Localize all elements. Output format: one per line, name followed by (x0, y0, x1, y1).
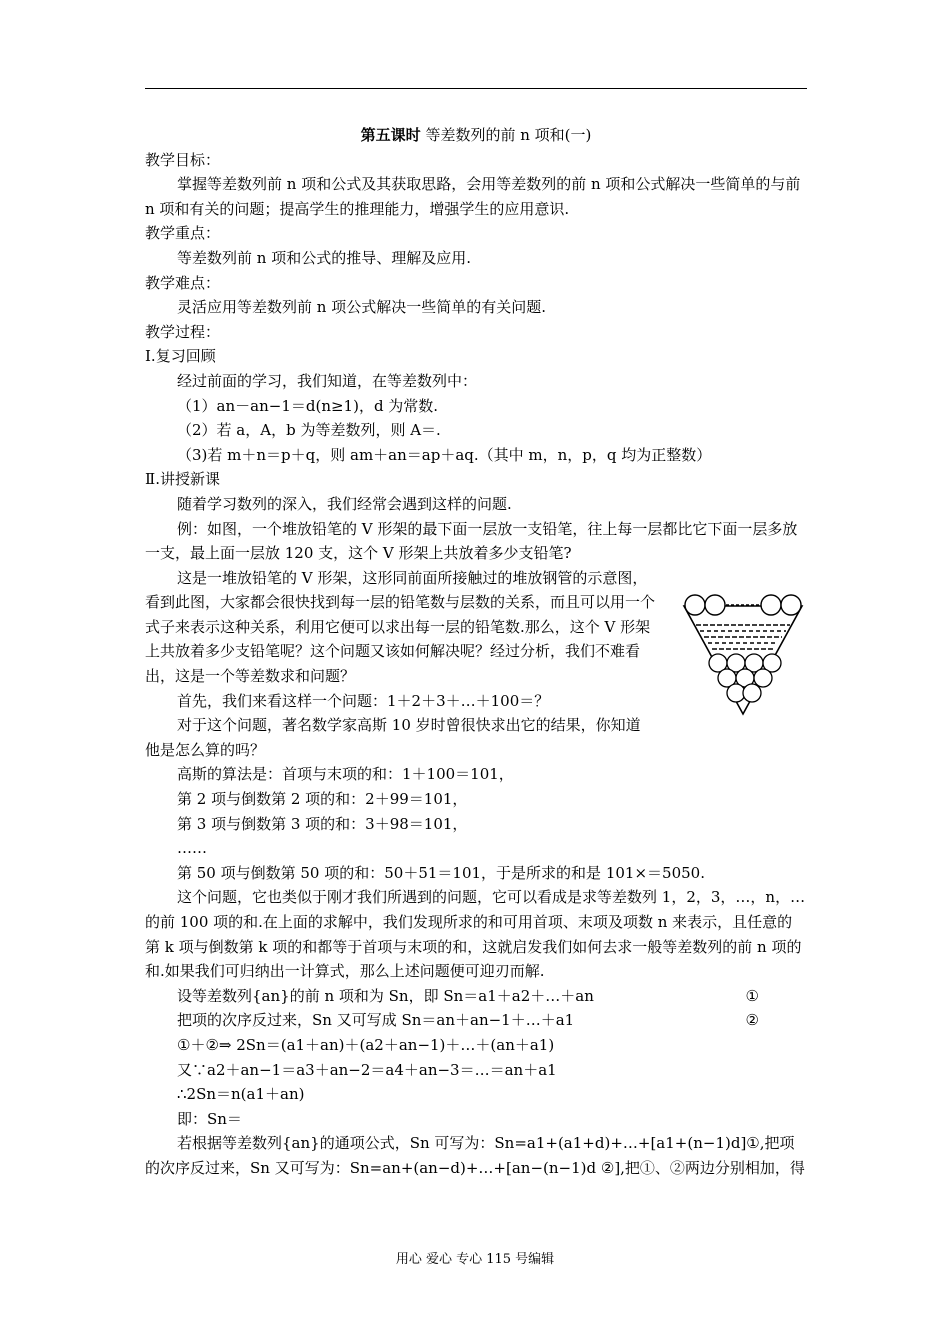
equation-result: 即：Sn＝ (177, 1109, 242, 1128)
equation-1-text: 设等差数列{an}的前 n 项和为 Sn，即 Sn＝a1＋a2＋…＋an (177, 986, 594, 1005)
alternative-derivation: 若根据等差数列{an}的通项公式，Sn 可写为：Sn=a1+(a1+d)+…+[a1+(n−1)d]①,把项的次序反过来，Sn 又可写为：Sn=an+(an−d)+…+[an−(n−1)d ②],把①、②两边分别相加，得 (145, 1134, 805, 1177)
example-problem: 例：如图，一个堆放铅笔的 V 形架的最下面一层放一支铅笔，往上每一层都比它下面一层多放一支，最上面一层放 120 支，这个 V 形架上共放着多少支铅笔? (145, 519, 798, 563)
equation-2-mark: ② (745, 1011, 759, 1030)
equation-2 (145, 1008, 807, 1033)
review-item-2: （2）若 a，A，b 为等差数列，则 A＝. (177, 421, 441, 440)
heading-goals: 教学目标： (145, 150, 221, 169)
gauss-question: 对于这个问题，著名数学家高斯 10 岁时曾很快求出它的结果，你知道他是怎么算的吗？ (145, 716, 641, 759)
lesson-title (145, 123, 807, 148)
section-new-lesson: Ⅱ.讲授新课 (145, 470, 220, 489)
review-item-1: （1）an－an−1＝d(n≥1)，d 为常数. (177, 396, 439, 415)
analysis-paragraph: 这个问题，它也类似于刚才我们所遇到的问题，它可以看成是求等差数列 1，2，3，…，n，…的前 100 项的和.在上面的求解中，我们发现所求的和可用首项、末项及项数 n 来表示，且任意的第 k 项与倒数第 k 项的和都等于首项与末项的和，这就启发我们如何去求一般等差数列的前 n 项的和.如果我们可归纳出一计算式，那么上述问题便可迎刃而解. (145, 888, 806, 981)
equation-because: 又∵a2＋an−1＝a3＋an−2＝a4＋an−3＝…＝an＋a1 (177, 1060, 557, 1079)
heading-key-points: 教学重点： (145, 224, 221, 243)
gauss-line-1: 高斯的算法是：首项与末项的和：1＋100＝101， (177, 765, 514, 784)
gauss-line-50: 第 50 项与倒数第 50 项的和：50＋51＝101，于是所求的和是 101×＝5050. (177, 863, 705, 882)
equation-2-text: 把项的次序反过来，Sn 又可写成 Sn＝an＋an−1＋…＋a1 (177, 1011, 575, 1030)
new-lesson-intro: 随着学习数列的深入，我们经常会遇到这样的问题. (177, 494, 512, 513)
heading-difficulty: 教学难点： (145, 273, 221, 292)
gauss-ellipsis: …… (177, 839, 207, 858)
section-review: Ⅰ.复习回顾 (145, 347, 216, 366)
heading-process: 教学过程： (145, 322, 221, 341)
page-footer: 用心 爱心 专心 115 号编辑 (395, 1252, 555, 1267)
difficulty-text: 灵活应用等差数列前 n 项公式解决一些简单的有关问题. (177, 298, 546, 317)
v-rack-figure (680, 592, 806, 718)
equation-1 (145, 984, 807, 1009)
equation-sum: ①＋②⇒ 2Sn＝(a1＋an)＋(a2＋an−1)＋…＋(an＋a1) (177, 1035, 555, 1054)
title-bold-part: 第五课时 (360, 126, 421, 144)
gauss-line-2: 第 2 项与倒数第 2 项的和：2＋99＝101， (177, 790, 468, 809)
review-item-3: （3)若 m＋n＝p＋q，则 am＋an＝ap＋aq.（其中 m，n，p，q 均为正整数） (177, 445, 712, 464)
v-rack-description: 这是一堆放铅笔的 V 形架，这形同前面所接触过的堆放钢管的示意图，看到此图，大家都会很快找到每一层的铅笔数与层数的关系，而且可以用一个式子来表示这种关系，利用它便可以求出每一层的铅笔数.那么，这个 V 形架上共放着多少支铅笔呢？这个问题又该如何解决呢？经过分析，我们不难看出，这是一个等差数求和问题？ (145, 568, 656, 686)
header-rule (145, 88, 807, 89)
equation-1-mark: ① (745, 986, 759, 1005)
title-rest: 等差数列的前 n 项和(一) (420, 126, 592, 144)
sum-question: 首先，我们来看这样一个问题：1＋2＋3＋…＋100＝？ (177, 691, 550, 710)
review-intro: 经过前面的学习，我们知道，在等差数列中： (177, 371, 478, 390)
goals-text: 掌握等差数列前 n 项和公式及其获取思路，会用等差数列的前 n 项和公式解决一些简单的与前 n 项和有关的问题；提高学生的推理能力，增强学生的应用意识. (145, 175, 801, 218)
equation-therefore: ∴2Sn＝n(a1＋an) (177, 1085, 305, 1104)
gauss-line-3: 第 3 项与倒数第 3 项的和：3＋98＝101， (177, 814, 468, 833)
key-points-text: 等差数列前 n 项和公式的推导、理解及应用. (177, 248, 471, 267)
